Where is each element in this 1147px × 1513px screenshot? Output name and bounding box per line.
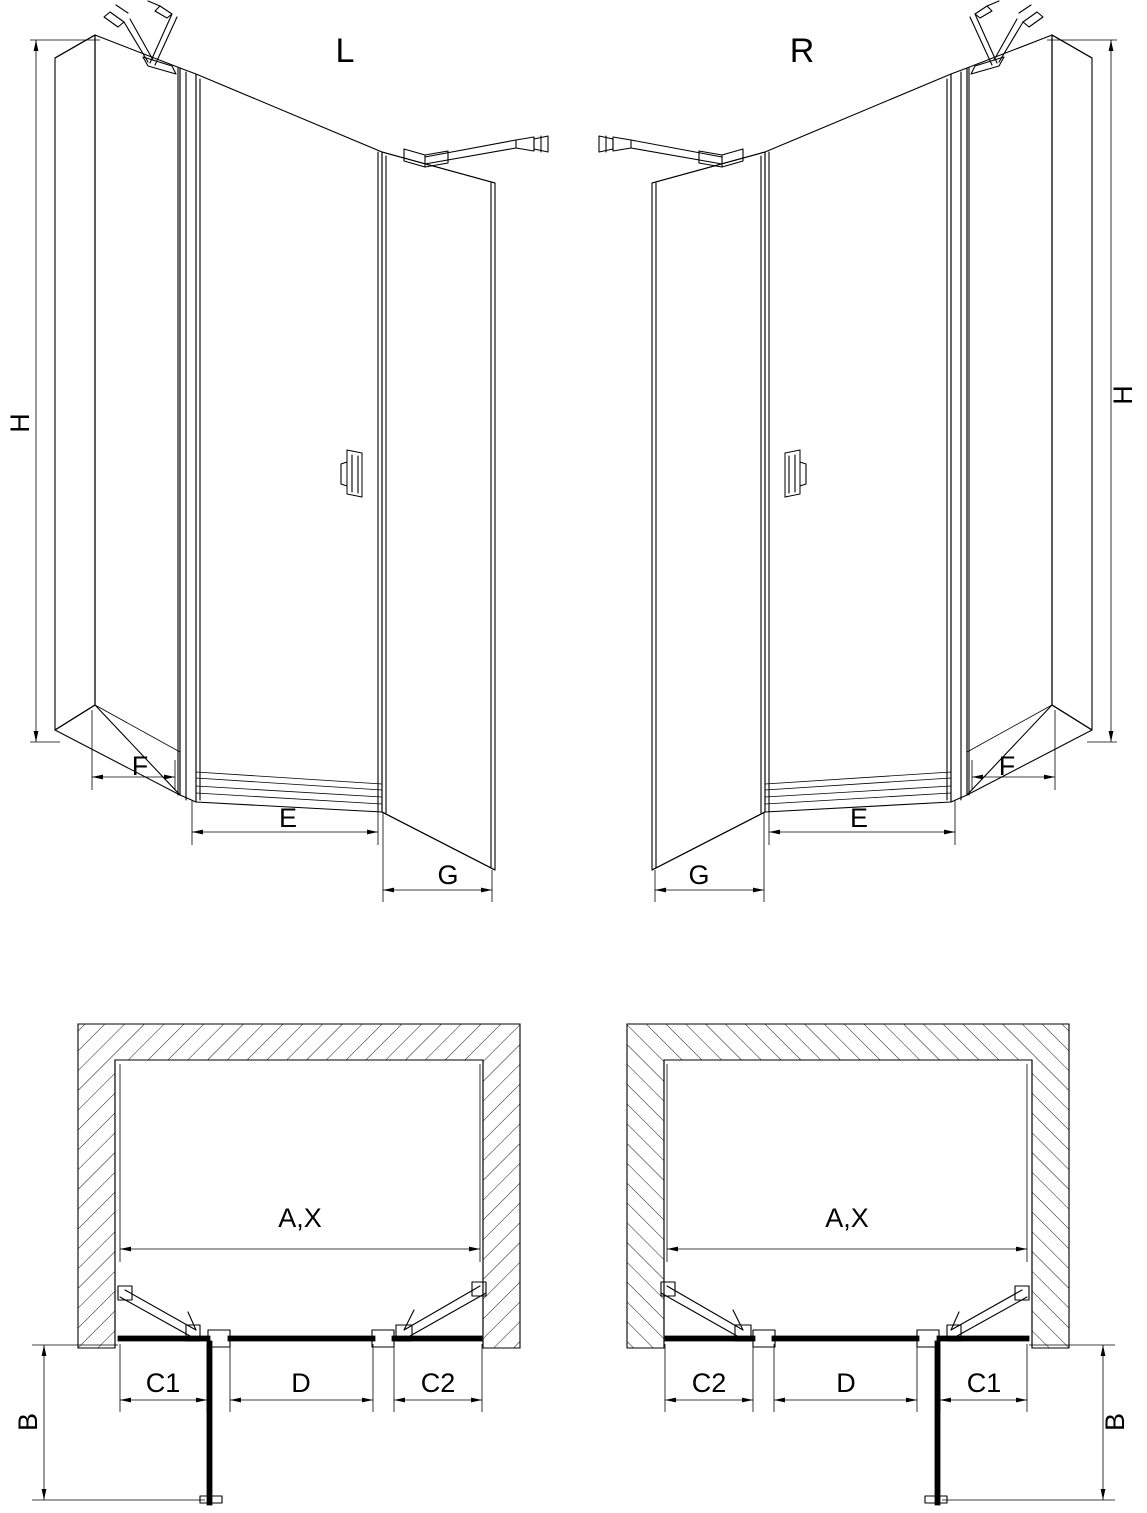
dimension-f-left <box>92 710 175 790</box>
dimension-label-b-right: B <box>1100 1412 1131 1432</box>
dimension-label-g-right: G <box>688 860 710 891</box>
dimension-label-h-right: H <box>1108 385 1139 405</box>
elevation-right <box>599 1 1117 902</box>
plan-stabiliser-left-mirrored <box>947 1286 1029 1341</box>
dimension-e-left <box>192 800 378 845</box>
dimension-label-b-left: B <box>13 1412 44 1432</box>
dimension-height-right <box>1047 40 1117 742</box>
elevation-left <box>5 1 548 902</box>
dimension-label-f-right: F <box>998 751 1016 782</box>
stabiliser-bar-right <box>404 136 548 167</box>
variant-label-right: R <box>789 31 815 70</box>
dimension-label-e-left: E <box>278 803 298 834</box>
dimension-label-e-right: E <box>849 803 869 834</box>
dimension-d-left <box>230 1344 373 1412</box>
dimension-c2-left <box>394 1344 482 1412</box>
dimension-label-d-right: D <box>836 1368 856 1399</box>
dimension-label-f-left: F <box>131 751 149 782</box>
dimension-label-c2-right: C2 <box>691 1368 727 1399</box>
dimension-label-c1-right: C1 <box>966 1368 1002 1399</box>
variant-label-left: L <box>335 31 355 70</box>
plan-right <box>627 1024 1115 1505</box>
dimension-height-left <box>5 40 100 742</box>
dimension-label-c1-left: C1 <box>145 1368 181 1399</box>
dimension-label-ax-left: A,X <box>278 1203 322 1234</box>
stabiliser-bar-left-mirrored <box>599 136 743 167</box>
dimension-ax-left <box>120 1064 480 1262</box>
plan-left <box>13 1024 520 1505</box>
plan-stabiliser-left <box>118 1286 200 1341</box>
dimension-label-ax-right: A,X <box>825 1203 869 1234</box>
dimension-label-g-left: G <box>437 860 459 891</box>
plan-stabiliser-right-mirrored <box>661 1282 751 1341</box>
dimension-label-c2-left: C2 <box>420 1368 456 1399</box>
plan-stabiliser-right <box>396 1282 486 1341</box>
dimension-label-d-left: D <box>291 1368 311 1399</box>
dimension-c1-left <box>120 1344 207 1412</box>
dimension-g-left <box>383 812 492 902</box>
dimension-label-h-left: H <box>5 413 36 433</box>
